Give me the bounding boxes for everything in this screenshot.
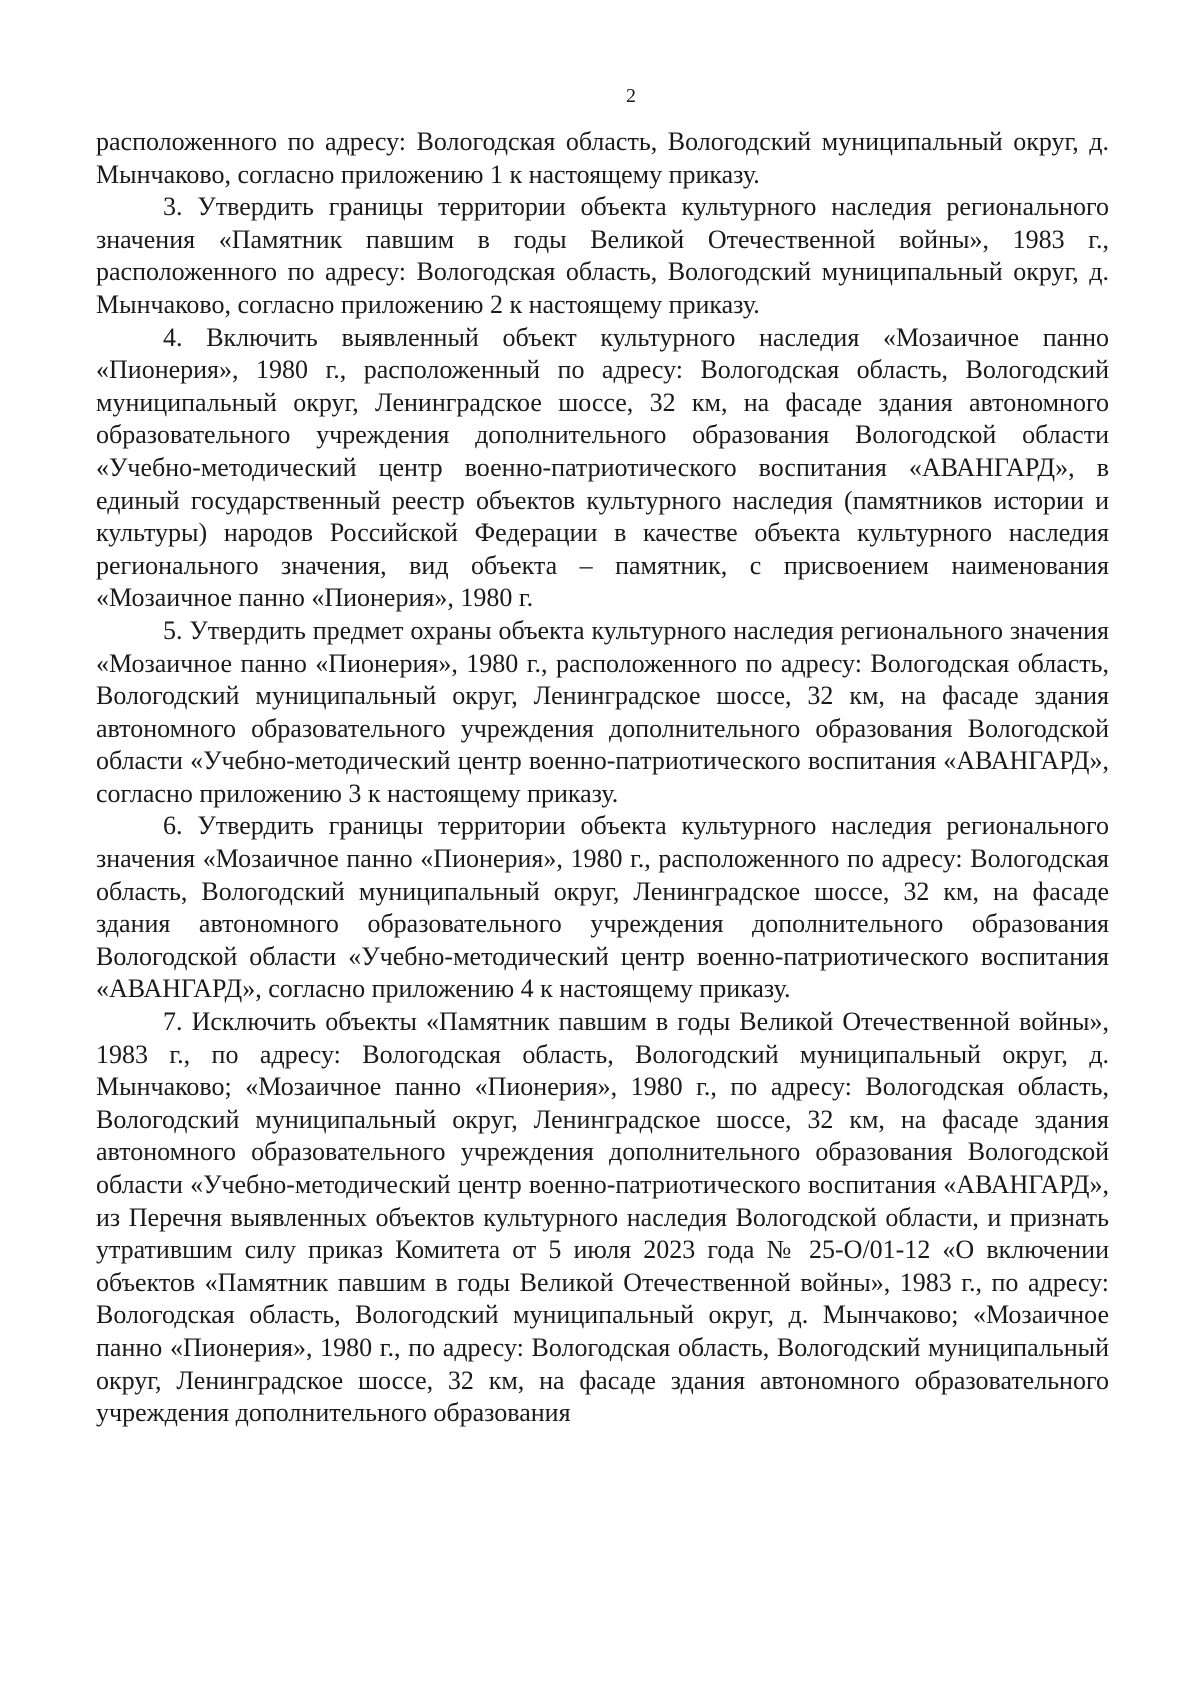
document-body — [96, 126, 1109, 1430]
paragraph-continuation: расположенного по адресу: Вологодская область, Вологодский муниципальный округ, д. Мынчаково, согласно приложению 1 к настоящему приказу. — [96, 127, 1109, 189]
paragraph-item-4: 4. Включить выявленный объект культурного наследия «Мозаичное панно «Пионерия», 1980 г., расположенный по адресу: Вологодская область, Вологодский муниципальный округ, Ленинградское шоссе, 32 км, на фасаде здания автономного образовательного учреждения дополнительного образования Вологодской области «Учебно-методический центр военно-патриотического воспитания «АВАНГАРД», в единый государственный реестр объектов культурного наследия (памятников истории и культуры) народов Российской Федерации в качестве объекта культурного наследия регионального значения, вид объекта – памятник, с присвоением наименования «Мозаичное панно «Пионерия», 1980 г. — [96, 322, 1109, 613]
paragraph-item-5: 5. Утвердить предмет охраны объекта культурного наследия регионального значения «Мозаичное панно «Пионерия», 1980 г., расположенного по адресу: Вологодская область, Вологодский муниципальный округ, Ленинградское шоссе, 32 км, на фасаде здания автономного образовательного учреждения дополнительного образования Вологодской области «Учебно-методический центр военно-патриотического воспитания «АВАНГАРД», согласно приложению 3 к настоящему приказу. — [96, 615, 1109, 808]
paragraph-item-7: 7. Исключить объекты «Памятник павшим в годы Великой Отечественной войны», 1983 г., по адресу: Вологодская область, Вологодский муниципальный округ, д. Мынчаково; «Мозаичное панно «Пионерия», 1980 г., по адресу: Вологодская область, Вологодский муниципальный округ, Ленинградское шоссе, 32 км, на фасаде здания автономного образовательного учреждения дополнительного образования Вологодской области «Учебно-методический центр военно-патриотического воспитания «АВАНГАРД», из Перечня выявленных объектов культурного наследия Вологодской области, и признать утратившим силу приказ Комитета от 5 июля 2023 года № 25-О/01-12 «О включении объектов «Памятник павшим в годы Великой Отечественной войны», 1983 г., по адресу: Вологодская область, Вологодский муниципальный округ, д. Мынчаково; «Мозаичное панно «Пионерия», 1980 г., по адресу: Вологодская область, Вологодский муниципальный округ, Ленинградское шоссе, 32 км, на фасаде здания автономного образовательного учреждения дополнительного образования — [96, 1007, 1109, 1428]
paragraph-item-3: 3. Утвердить границы территории объекта культурного наследия регионального значения «Памятник павшим в годы Великой Отечественной войны», 1983 г., расположенного по адресу: Вологодская область, Вологодский муниципальный округ, д. Мынчаково, согласно приложению 2 к настоящему приказу. — [96, 192, 1109, 319]
page-number: 2 — [626, 85, 636, 107]
paragraph-item-6: 6. Утвердить границы территории объекта культурного наследия регионального значения «Мозаичное панно «Пионерия», 1980 г., расположенного по адресу: Вологодская область, Вологодский муниципальный округ, Ленинградское шоссе, 32 км, на фасаде здания автономного образовательного учреждения дополнительного образования Вологодской области «Учебно-методический центр военно-патриотического воспитания «АВАНГАРД», согласно приложению 4 к настоящему приказу. — [96, 811, 1109, 1004]
